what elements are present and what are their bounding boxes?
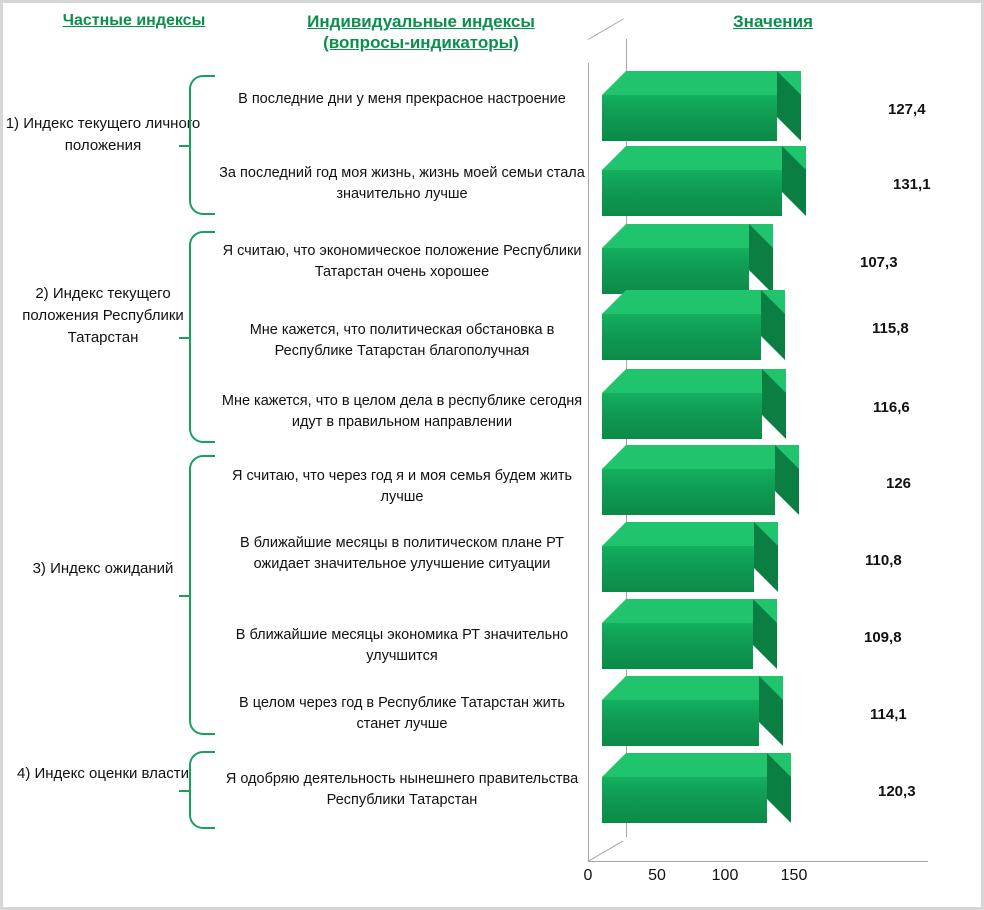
bar-9-value-label: 114,1 [870,706,907,723]
bar-2-top [602,146,806,170]
bar-5-face [602,393,762,439]
x-tick-150: 150 [780,867,808,884]
bar-10-value-label: 120,3 [878,783,916,800]
question-text-8: В ближайшие месяцы экономика РТ значительно улучшится [235,627,569,665]
axis-top-edge [588,18,624,40]
brace-group-2 [189,231,215,443]
question-text-1: В последние дни у меня прекрасное настроение [238,91,566,107]
group-label-3: 3) Индекс ожиданий [32,560,174,577]
bar-6-face [602,469,775,515]
question-text-5: Мне кажется, что в целом дела в республике сегодня идут в правильном направлении [221,393,583,431]
column-header-private-indices: Частные индексы [62,12,206,29]
bar-6-top [602,445,799,469]
question-text-4: Мне кажется, что политическая обстановка в Республике Татарстан благополучная [249,322,555,360]
axis-bottom-diagonal [587,840,623,862]
bar-5-value-label: 116,6 [873,399,910,416]
bar-1-top [602,71,801,95]
bar-7-face [602,546,754,592]
group-label-2: 2) Индекс текущего положения Республики Татарстан [22,285,184,346]
brace-group-4 [189,751,215,829]
bar-1-face [602,95,777,141]
x-tick-0: 0 [583,867,593,884]
bar-6-value-label: 126 [886,475,912,492]
bar-4-face [602,314,761,360]
column-header-individual-indices-line2: (вопросы-индикаторы) [323,33,519,53]
brace-nub-3 [179,595,191,597]
bar-1-value-label: 127,4 [888,101,926,118]
question-text-2: За последний год моя жизнь, жизнь моей семьи стала значительно лучше [219,165,585,203]
bar-5-top [602,369,786,393]
question-text-6: Я считаю, что через год я и моя семья будем жить лучше [231,468,573,506]
bar-4-value-label: 115,8 [872,320,909,337]
bar-8-top [602,599,777,623]
question-text-10: Я одобряю деятельность нынешнего правительства Республики Татарстан [225,771,579,809]
group-label-4: 4) Индекс оценки власти [16,765,190,782]
bar-7-value-label: 110,8 [865,552,902,569]
column-header-individual-indices [261,11,581,54]
x-tick-100: 100 [711,867,739,884]
bar-8-value-label: 109,8 [864,629,902,646]
group-label-1: 1) Индекс текущего личного положения [5,115,201,154]
brace-nub-4 [179,790,191,792]
question-text-9: В целом через год в Республике Татарстан жить станет лучше [239,695,565,733]
plot-area [583,39,948,884]
bar-10-face [602,777,767,823]
x-tick-50: 50 [648,867,666,884]
question-text-3: Я считаю, что экономическое положение Республики Татарстан очень хорошее [222,243,582,281]
column-header-values: Значения [733,12,813,31]
question-text-7: В ближайшие месяцы в политическом плане РТ ожидает значительное улучшение ситуации [240,535,564,573]
axis-baseline [588,861,928,862]
brace-group-1 [189,75,215,215]
brace-group-3 [189,455,215,735]
bar-2-value-label: 131,1 [893,176,931,193]
bar-8-face [602,623,753,669]
bar-3-top [602,224,773,248]
column-header-individual-indices-line1: Индивидуальные индексы [307,12,535,31]
brace-nub-2 [179,337,191,339]
bar-2-face [602,170,782,216]
bar-3-face [602,248,749,294]
bar-9-face [602,700,759,746]
brace-nub-1 [179,145,191,147]
bar-7-top [602,522,778,546]
bar-4-top [602,290,785,314]
bar-9-top [602,676,783,700]
axis-front-wall [588,63,589,861]
bar-3-value-label: 107,3 [860,254,898,271]
bar-10-top [602,753,791,777]
